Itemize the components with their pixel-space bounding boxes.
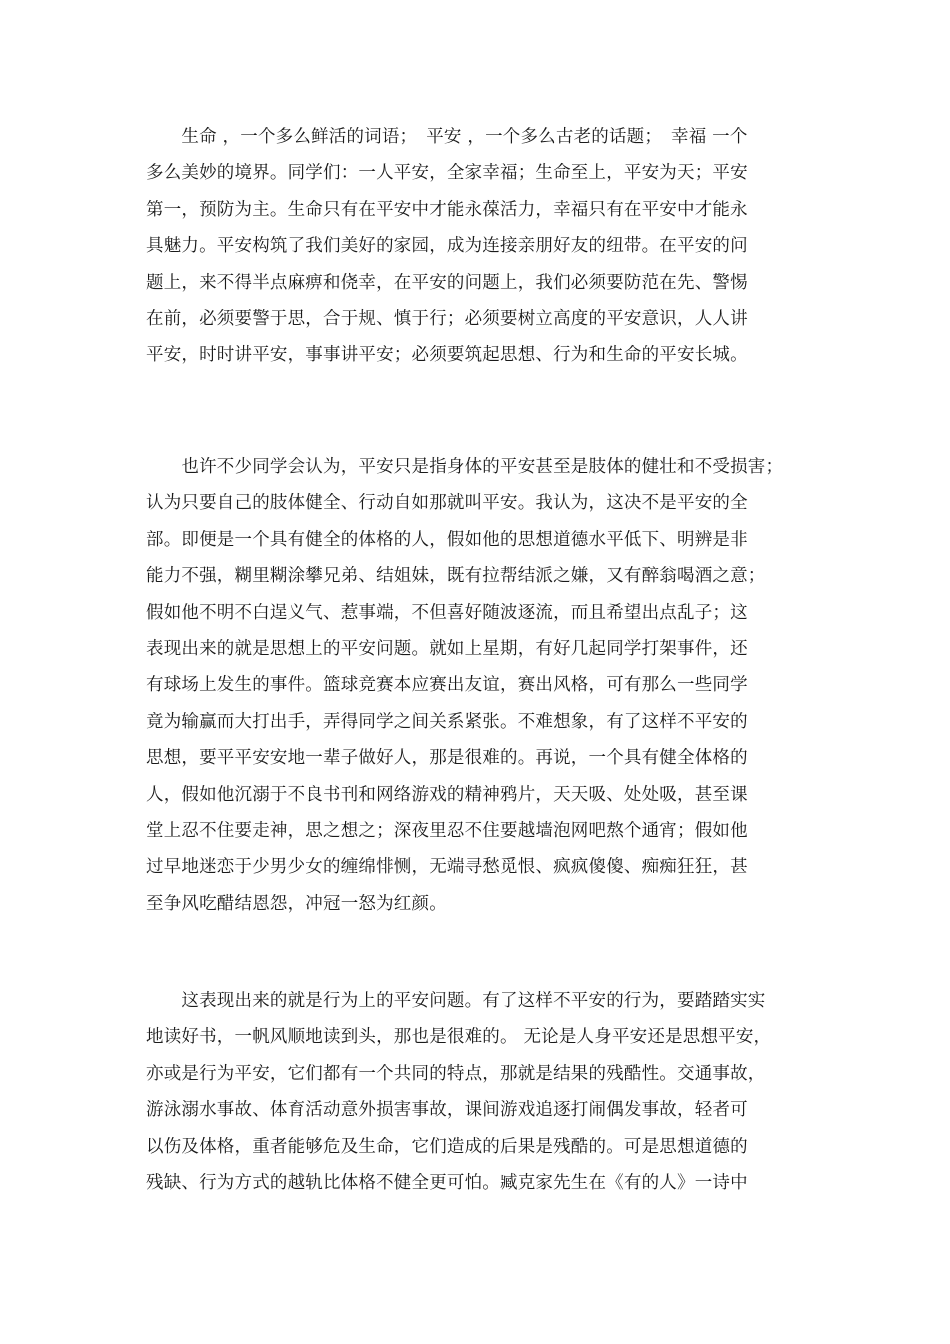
text-line: 平安，时时讲平安，事事讲平安；必须要筑起思想、行为和生命的平安长城。 (146, 345, 748, 366)
text-line: 题上，来不得半点麻痹和侥幸，在平安的问题上，我们必须要防范在先、警惕 (146, 272, 748, 293)
text-line: 这表现出来的就是行为上的平安问题。有了这样不平安的行为，要踏踏实实 (146, 991, 766, 1011)
text-line: 多么美妙的境界。同学们：一人平安，全家幸福；生命至上，平安为天；平安 (146, 163, 748, 184)
text-line: 第一，预防为主。生命只有在平安中才能永葆活力，幸福只有在平安中才能永 (146, 199, 748, 220)
text-line: 人，假如他沉溺于不良书刊和网络游戏的精神鸦片，天天吸、处处吸，甚至课 (146, 784, 748, 805)
text-line: 残缺、行为方式的越轨比体格不健全更可怕。臧克家先生在《有的人》一诗中 (146, 1172, 748, 1193)
text-line: 游泳溺水事故、体育活动意外损害事故，课间游戏追逐打闹偶发事故，轻者可 (146, 1100, 748, 1121)
text-line: 亦或是行为平安，它们都有一个共同的特点，那就是结果的残酷性。交通事故， (146, 1063, 766, 1084)
text-line: 过早地迷恋于少男少女的缠绵悱恻，无端寻愁觅恨、疯疯傻傻、痴痴狂狂，甚 (146, 857, 748, 878)
text-line: 思想，要平平安安地一辈子做好人，那是很难的。再说，一个具有健全体格的 (146, 748, 748, 769)
paragraph-1 (146, 119, 826, 374)
text-line: 生命 ，一个多么鲜活的词语； 平安 ，一个多么古老的话题； 幸福 一个 (146, 127, 748, 147)
text-line: 以伤及体格，重者能够危及生命，它们造成的后果是残酷的。可是思想道德的 (146, 1136, 748, 1157)
text-line: 竟为输赢而大打出手，弄得同学之间关系紧张。不难想象，有了这样不平安的 (146, 711, 748, 732)
text-line: 有球场上发生的事件。篮球竞赛本应赛出友谊，赛出风格，可有那么一些同学 (146, 675, 748, 696)
text-line: 在前，必须要警于思，合于规、慎于行；必须要树立高度的平安意识，人人讲 (146, 308, 748, 329)
text-line: 也许不少同学会认为，平安只是指身体的平安甚至是肢体的健壮和不受损害； (146, 457, 784, 477)
paragraph-2 (146, 449, 826, 922)
text-line: 具魅力。平安构筑了我们美好的家园，成为连接亲朋好友的纽带。在平安的问 (146, 236, 748, 257)
text-line: 表现出来的就是思想上的平安问题。就如上星期，有好几起同学打架事件，还 (146, 638, 748, 659)
text-line: 假如他不明不白逞义气、惹事端，不但喜好随波逐流，而且希望出点乱子；这 (146, 602, 748, 623)
text-line: 能力不强，糊里糊涂攀兄弟、结姐妹，既有拉帮结派之嫌，又有醉翁喝酒之意； (146, 566, 766, 587)
text-line: 至争风吃醋结恩怨，冲冠一怒为红颜。 (146, 893, 447, 914)
text-line: 认为只要自己的肢体健全、行动自如那就叫平安。我认为，这决不是平安的全 (146, 493, 748, 514)
text-line: 部。即便是一个具有健全的体格的人，假如他的思想道德水平低下、明辨是非 (146, 529, 748, 550)
text-line: 地读好书，一帆风顺地读到头，那也是很难的。 无论是人身平安还是思想平安， (146, 1027, 772, 1048)
text-line: 堂上忍不住要走神，思之想之；深夜里忍不住要越墙泡网吧熬个通宵；假如他 (146, 820, 748, 841)
paragraph-3 (146, 983, 826, 1201)
